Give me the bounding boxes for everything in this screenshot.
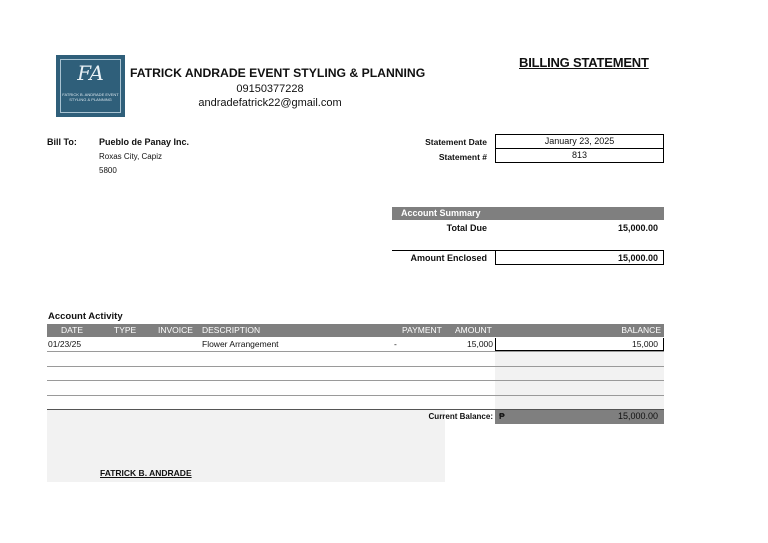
amount-enclosed-label: Amount Enclosed: [410, 253, 487, 263]
company-phone: 09150377228: [236, 83, 304, 95]
current-balance-value: 15,000.00: [617, 411, 658, 421]
col-date: DATE: [61, 325, 84, 335]
bill-to-label: Bill To:: [47, 137, 77, 147]
row-payment: -: [394, 339, 397, 349]
col-amount: AMOUNT: [455, 325, 492, 335]
current-balance-label: Current Balance:: [428, 412, 493, 421]
row-divider: [47, 351, 664, 352]
row-amount: 15,000: [467, 339, 493, 349]
row-divider: [47, 380, 664, 381]
row-balance-cell: [495, 338, 664, 351]
col-type: TYPE: [114, 325, 137, 335]
col-payment: PAYMENT: [402, 325, 442, 335]
row-divider: [47, 395, 664, 396]
row-divider: [47, 366, 664, 367]
signature-name: FATRICK B. ANDRADE: [100, 468, 192, 478]
row-description: Flower Arrangement: [202, 339, 279, 349]
total-due-value: 15,000.00: [617, 223, 658, 233]
document-title: BILLING STATEMENT: [519, 55, 649, 70]
total-due-label: Total Due: [446, 223, 487, 233]
amount-enclosed-value: 15,000.00: [617, 253, 658, 263]
col-description: DESCRIPTION: [202, 325, 261, 335]
company-name: FATRICK ANDRADE EVENT STYLING & PLANNING: [130, 66, 426, 80]
amount-enclosed-line: [392, 250, 495, 251]
statement-date-field: January 23, 2025: [495, 134, 664, 149]
logo-subtitle: FATRICK B. ANDRADE EVENT STYLING & PLANNING: [62, 92, 119, 102]
peso-symbol: ₱: [499, 411, 505, 421]
statement-date-label: Statement Date: [425, 137, 487, 147]
statement-number-field: 813: [495, 148, 664, 163]
statement-number-label: Statement #: [438, 152, 487, 162]
row-date: 01/23/25: [48, 339, 82, 349]
bill-to-zip: 5800: [99, 166, 117, 175]
activity-table-header: [47, 324, 664, 337]
company-email: andradefatrick22@gmail.com: [198, 97, 342, 109]
company-logo: [56, 55, 125, 117]
account-summary-header: Account Summary: [392, 207, 664, 220]
logo-monogram: FA: [77, 61, 104, 85]
current-balance-bar: [495, 410, 664, 424]
row-balance: 15,000: [632, 339, 658, 349]
bill-to-name: Pueblo de Panay Inc.: [99, 137, 190, 147]
account-activity-title: Account Activity: [48, 311, 123, 322]
col-balance: BALANCE: [621, 325, 661, 335]
col-invoice: INVOICE: [158, 325, 193, 335]
bill-to-city: Roxas City, Capiz: [99, 152, 162, 161]
